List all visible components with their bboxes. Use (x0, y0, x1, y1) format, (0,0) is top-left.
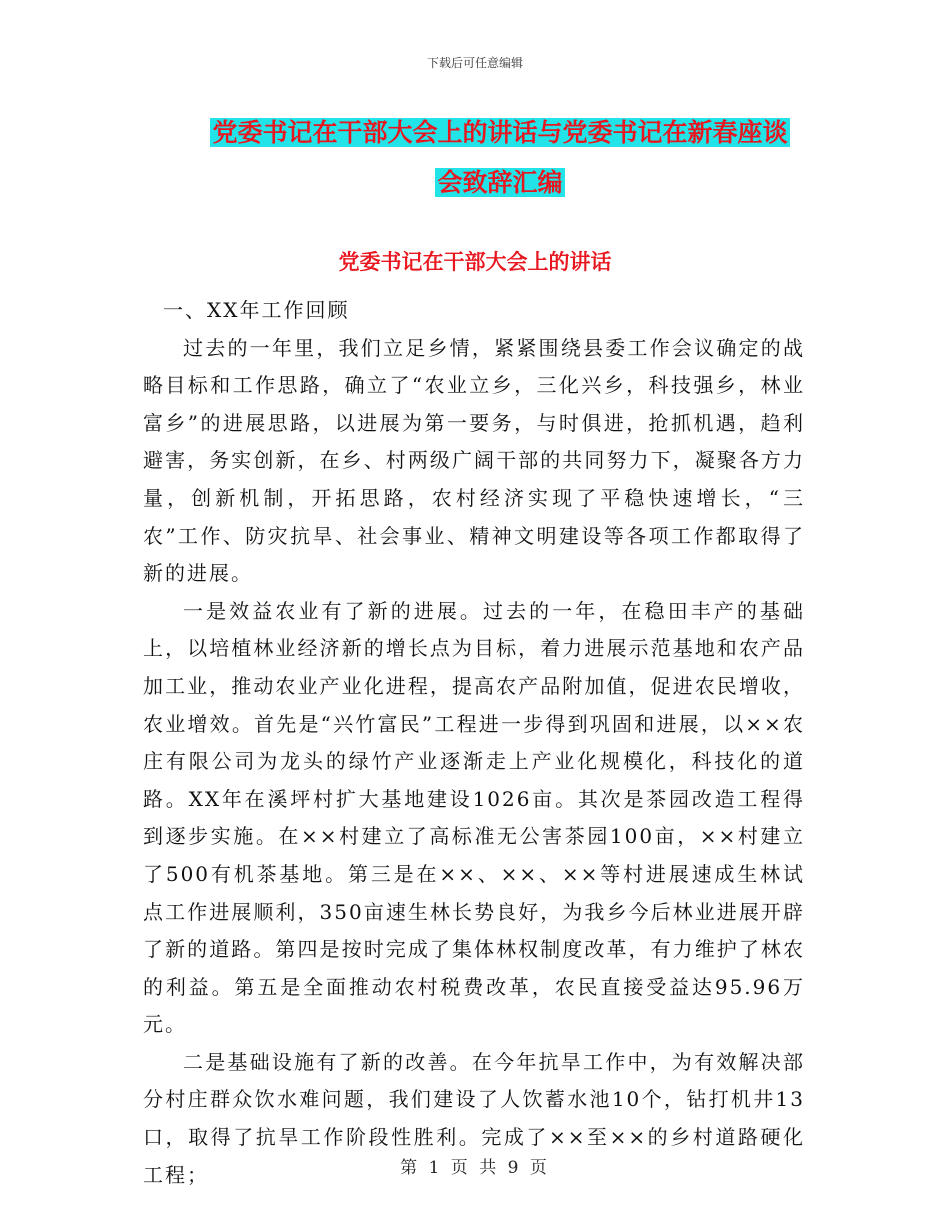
subsection-heading: 一、XX年工作回顾 (163, 298, 350, 322)
document-title (120, 108, 880, 208)
page-header-note: 下载后可任意编辑 (426, 56, 523, 70)
section-title: 党委书记在干部大会上的讲话 (338, 250, 612, 274)
paragraph: 过去的一年里，我们立足乡情，紧紧围绕县委工作会议确定的战略目标和工作思路，确立了“农业立乡，三化兴乡，科技强乡，林业富乡”的进展思路，以进展为第一要务，与时俱进，抢抓机遇，趋利避害，务实创新，在乡、村两级广阔干部的共同努力下，凝聚各方力量，创新机制，开拓思路，农村经济实现了平稳快速增长，“三农”工作、防灾抗旱、社会事业、精神文明建设等各项工作都取得了新的进展。 (143, 335, 805, 586)
body-text (143, 292, 805, 1194)
document-title-line-2: 会致辞汇编 (437, 168, 563, 197)
document-title-line-1: 党委书记在干部大会上的讲话与党委书记在新春座谈 (212, 118, 788, 147)
paragraph: 二是基础设施有了新的改善。在今年抗旱工作中，为有效解决部分村庄群众饮水难问题，我们建设了人饮蓄水池10个，钻打机井13口，取得了抗旱工作阶段性胜利。完成了××至××的乡村道路硬化工程； (143, 1049, 805, 1187)
paragraph: 一是效益农业有了新的进展。过去的一年，在稳田丰产的基础上，以培植林业经济新的增长点为目标，着力进展示范基地和农产品加工业，推动农业产业化进程，提高农产品附加值，促进农民增收，农业增效。首先是“兴竹富民”工程进一步得到巩固和进展，以××农庄有限公司为龙头的绿竹产业逐渐走上产业化规模化，科技化的道路。XX年在溪坪村扩大基地建设1026亩。其次是茶园改造工程得到逐步实施。在××村建立了高标准无公害茶园100亩，××村建立了500有机茶基地。第三是在××、××、××等村进展速成生林试点工作进展顺利，350亩速生林长势良好，为我乡今后林业进展开辟了新的道路。第四是按时完成了集体林权制度改革，有力维护了林农的利益。第五是全面推动农村税费改革，农民直接受益达95.96万元。 (143, 598, 805, 1037)
page-footer: 第 1 页 共 9 页 (400, 1158, 550, 1178)
